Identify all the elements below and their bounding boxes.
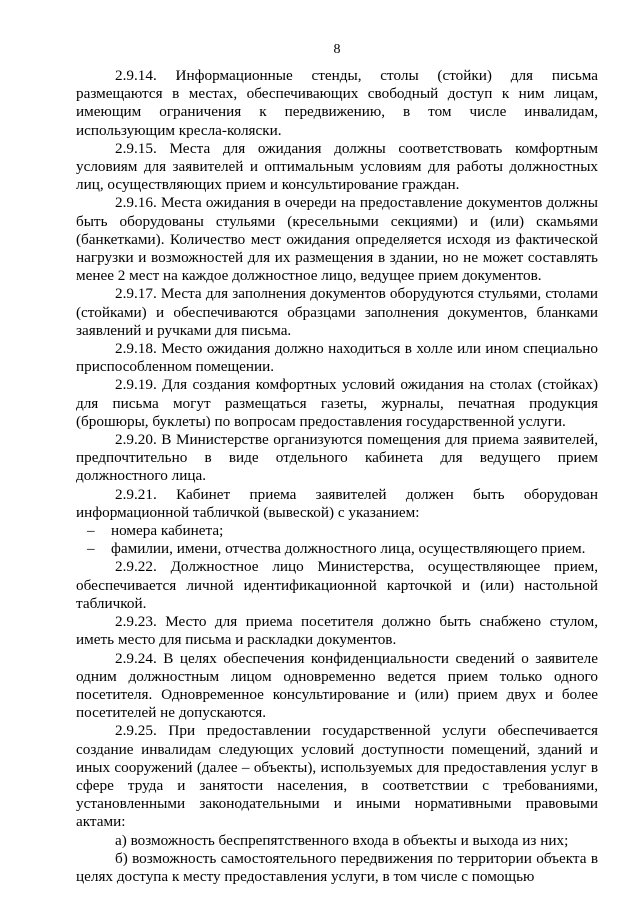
list-item-text: фамилии, имени, отчества должностного лица, осуществляющего прием.	[111, 540, 586, 558]
paragraph-2-9-25: 2.9.25. При предоставлении государственной услуги обеспечивается создание инвалидам следующих условий доступности помещений, зданий и иных сооружений (далее – объекты), используемых для предоставления услуг в сфере труда и занятости населения, в соответствии с требованиями, установленными законодательными и иными нормативными правовыми актами:	[76, 722, 598, 831]
list-dash: –	[87, 522, 95, 540]
paragraph-2-9-23: 2.9.23. Место для приема посетителя должно быть снабжено стулом, иметь место для письма и раскладки документов.	[76, 613, 598, 649]
paragraph-2-9-22: 2.9.22. Должностное лицо Министерства, осуществляющее прием, обеспечивается личной идентификационной карточкой и (или) настольной табличкой.	[76, 558, 598, 612]
paragraph-2-9-18: 2.9.18. Место ожидания должно находиться в холле или ином специально приспособленном помещении.	[76, 340, 598, 376]
list-dash: –	[87, 540, 95, 558]
paragraph-2-9-24: 2.9.24. В целях обеспечения конфиденциальности сведений о заявителе одним должностным лицом одновременно ведется прием только одного посетителя. Одновременное консультирование и (или) прием двух и более посетителей не допускаются.	[76, 649, 598, 722]
paragraph-2-9-19: 2.9.19. Для создания комфортных условий ожидания на столах (стойках) для письма могут размещаться газеты, журналы, печатная продукция (брошюры, буклеты) по вопросам предоставления государственной услуги.	[76, 376, 598, 430]
paragraph-2-9-14: 2.9.14. Информационные стенды, столы (стойки) для письма размещаются в местах, обеспечивающих свободный доступ к ним лицам, имеющим ограничения к передвижению, в том числе инвалидам, использующим кресла-коляски.	[76, 67, 598, 139]
list-item	[76, 522, 598, 540]
paragraph-item-b: б) возможность самостоятельного передвижения по территории объекта в целях доступа к месту предоставления услуги, в том числе с помощью	[76, 849, 598, 885]
list-item-text: номера кабинета;	[111, 522, 224, 540]
page-number: 8	[333, 42, 341, 57]
paragraph-2-9-15: 2.9.15. Места для ожидания должны соответствовать комфортным условиям для заявителей и оптимальным условиям для работы должностных лиц, осуществляющих прием и консультирование граждан.	[76, 139, 598, 194]
paragraph-2-9-16: 2.9.16. Места ожидания в очереди на предоставление документов должны быть оборудованы стульями (кресельными секциями) и (или) скамьями (банкетками). Количество мест ожидания определяется исходя из фактической нагрузки и возможностей для их размещения в здании, но не может составлять менее 2 мест на каждое должностное лицо, ведущее прием документов.	[76, 194, 598, 285]
list-item	[76, 540, 598, 558]
paragraph-item-a: а) возможность беспрепятственного входа в объекты и выхода из них;	[115, 831, 569, 849]
paragraph-2-9-17: 2.9.17. Места для заполнения документов оборудуются стульями, столами (стойками) и обеспечиваются образцами заполнения документов, бланками заявлений и ручками для письма.	[76, 285, 598, 339]
document-page	[76, 0, 598, 886]
paragraph-2-9-20: 2.9.20. В Министерстве организуются помещения для приема заявителей, предпочтительно в виде отдельного кабинета для ведущего прием должностного лица.	[76, 431, 598, 485]
paragraph-2-9-21: 2.9.21. Кабинет приема заявителей должен быть оборудован информационной табличкой (вывеской) с указанием:	[76, 485, 598, 521]
